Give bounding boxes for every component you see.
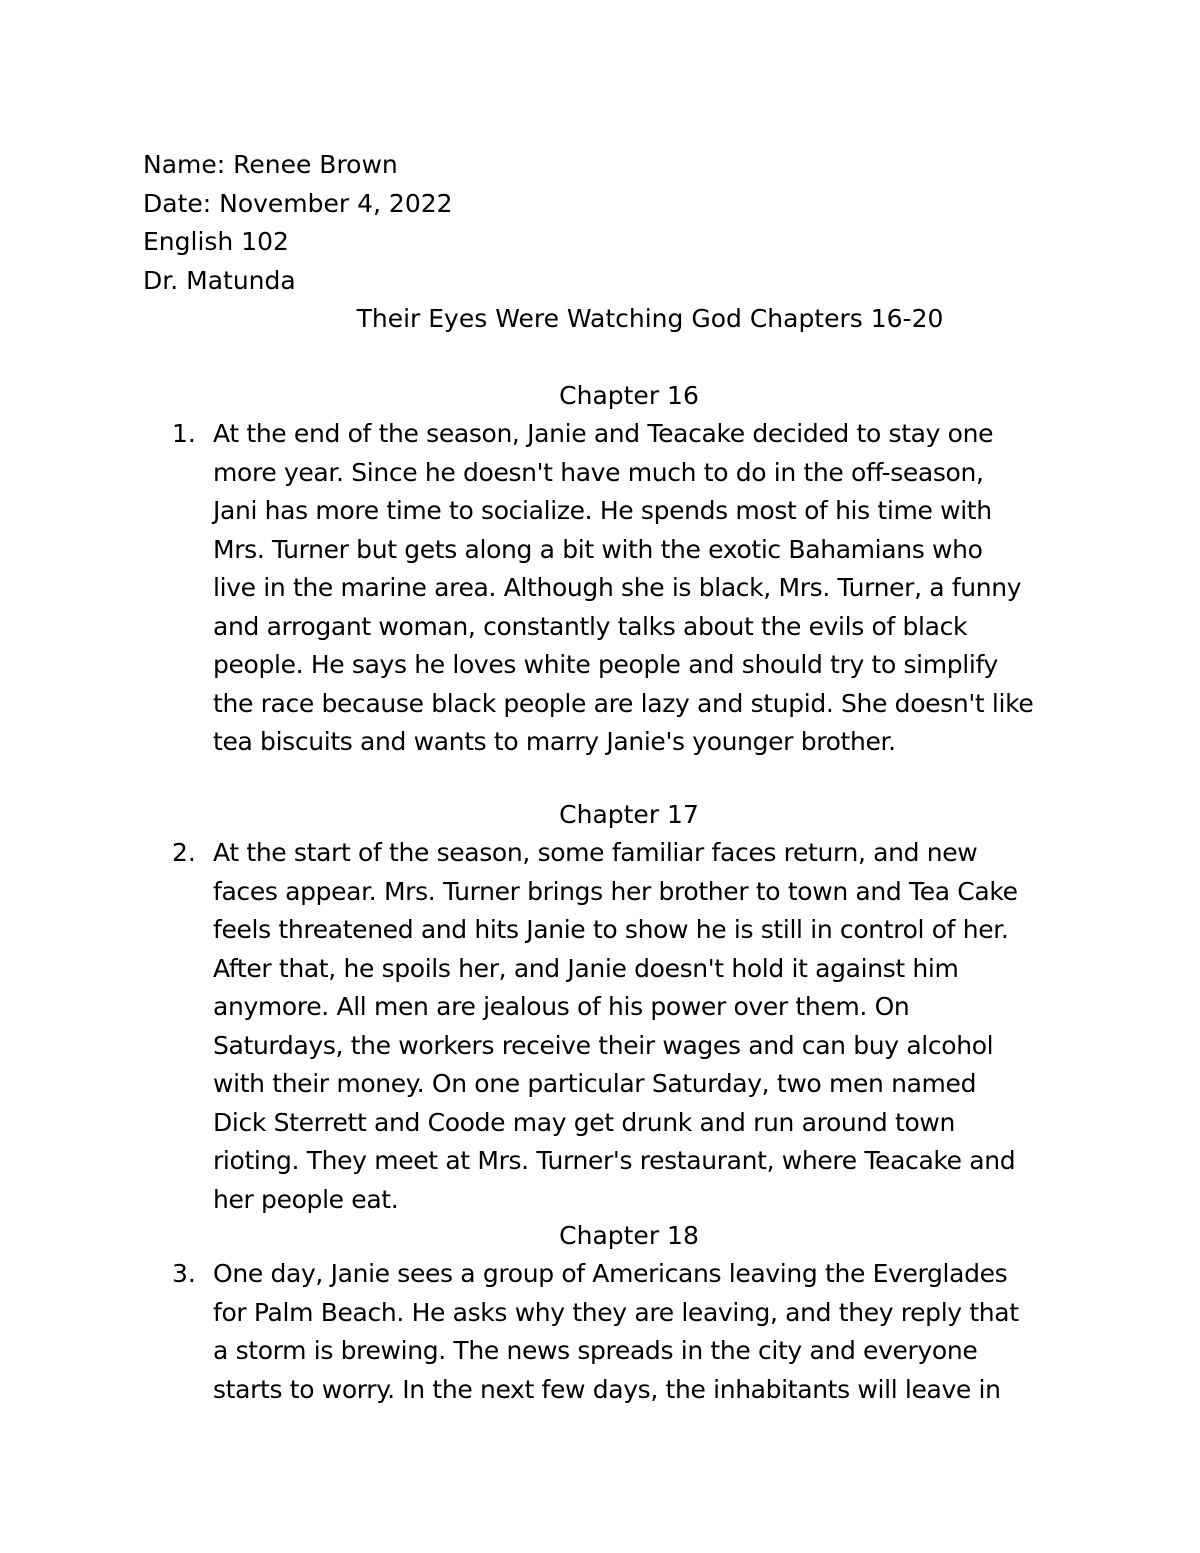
list-number: 3. <box>172 1259 196 1288</box>
paragraph-line: with their money. On one particular Saturday, two men named <box>213 1069 977 1098</box>
student-info-header <box>143 146 843 300</box>
paragraph-line: the race because black people are lazy and stupid. She doesn't like <box>213 688 1034 718</box>
paragraph-line: Saturdays, the workers receive their wages and can buy alcohol <box>213 1030 994 1060</box>
paragraph-line: people. He says he loves white people and should try to simplify <box>213 650 998 679</box>
student-name: Name: Renee Brown <box>143 150 398 179</box>
paragraph-line: her people eat. <box>213 1184 399 1214</box>
paragraph-line: Jani has more time to socialize. He spends most of his time with <box>213 496 992 525</box>
paragraph-line: tea biscuits and wants to marry Janie's younger brother. <box>213 727 896 756</box>
paragraph-line: One day, Janie sees a group of Americans leaving the Everglades <box>213 1259 1008 1288</box>
document-title: Their Eyes Were Watching God Chapters 16-20 <box>356 304 944 333</box>
chapter-17-summary <box>172 834 1072 1219</box>
paragraph-line: and arrogant woman, constantly talks about the evils of black <box>213 611 968 641</box>
assignment-date: Date: November 4, 2022 <box>143 188 453 218</box>
course-name: English 102 <box>143 227 289 256</box>
chapter-18-summary <box>172 1255 1072 1409</box>
chapter-16-summary <box>172 415 1072 762</box>
paragraph-line: anymore. All men are jealous of his power over them. On <box>213 992 910 1021</box>
paragraph-line: faces appear. Mrs. Turner brings her brother to town and Tea Cake <box>213 876 1018 906</box>
paragraph-line: At the start of the season, some familiar faces return, and new <box>213 838 978 867</box>
paragraph-line: more year. Since he doesn't have much to do in the off-season, <box>213 457 984 487</box>
paragraph-line: Dick Sterrett and Coode may get drunk and run around town <box>213 1107 956 1137</box>
list-number: 2. <box>172 838 196 867</box>
chapter-18-heading: Chapter 18 <box>559 1221 699 1250</box>
list-number: 1. <box>172 419 196 448</box>
paragraph-line: for Palm Beach. He asks why they are leaving, and they reply that <box>213 1297 1019 1327</box>
paragraph-line: After that, he spoils her, and Janie doesn't hold it against him <box>213 953 959 983</box>
paragraph-line: At the end of the season, Janie and Teacake decided to stay one <box>213 419 994 448</box>
paragraph-line: a storm is brewing. The news spreads in the city and everyone <box>213 1336 978 1365</box>
paragraph-line: feels threatened and hits Janie to show he is still in control of her. <box>213 915 1009 944</box>
paragraph-line: rioting. They meet at Mrs. Turner's restaurant, where Teacake and <box>213 1146 1016 1175</box>
paragraph-line: live in the marine area. Although she is black, Mrs. Turner, a funny <box>213 573 1022 602</box>
paragraph-line: Mrs. Turner but gets along a bit with the exotic Bahamians who <box>213 534 983 564</box>
chapter-17-heading: Chapter 17 <box>559 800 699 829</box>
instructor-name: Dr. Matunda <box>143 265 296 295</box>
chapter-16-heading: Chapter 16 <box>559 381 699 410</box>
paragraph-line: starts to worry. In the next few days, the inhabitants will leave in <box>213 1374 1001 1404</box>
